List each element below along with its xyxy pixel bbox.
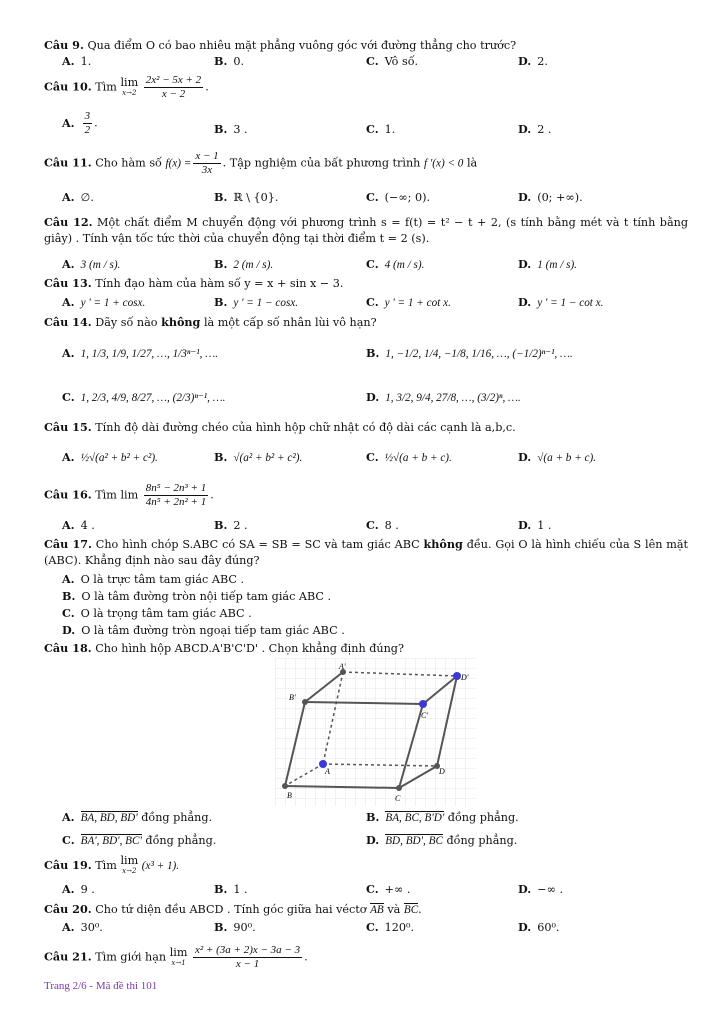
question-10: Câu 10. Tìm lim x→2 $\frac{\text{2x² − 5x + 2}}{x - 2}$ . — [44, 74, 209, 100]
q10-option-a: A. $\frac{3}{2}$ . — [62, 110, 98, 136]
question-17: Câu 17. Cho hình chóp S.ABC có SA = SB = SC và tam giác ABC không đều. Gọi O là hình chiếu của S lên mặt (ABC). Khẳng định nào sau đây đúng? — [44, 537, 689, 567]
q17-option-c: C. O là trọng tâm tam giác ABC . — [62, 606, 252, 620]
q16-option-c: C. 8 . — [366, 518, 399, 532]
q18-option-a: A. BA, BD, BD' đồng phẳng. — [62, 810, 213, 824]
q14-option-c: C. 1, 2/3, 4/9, 8/27, …, (2/3)ⁿ⁻¹, …. — [62, 390, 226, 404]
q9-option-c: C. Vô số. — [366, 54, 419, 68]
q18-option-c: C. BA', BD', BC' đồng phẳng. — [62, 833, 217, 847]
q13-option-a: A. y ' = 1 + cosx. — [62, 295, 146, 309]
q20-option-a: A. 30⁰. — [62, 920, 103, 934]
q15-option-c: C. ½√(a + b + c). — [366, 450, 452, 464]
point-C1 — [419, 700, 427, 708]
q15-option-d: D. √(a + b + c). — [518, 450, 597, 464]
q9-option-b: B. 0. — [214, 54, 245, 68]
limit: lim x→2 — [120, 75, 139, 97]
q16-option-a: A. 4 . — [62, 518, 95, 532]
q11-option-a: A. ∅. — [62, 190, 94, 204]
page-footer: Trang 2/6 - Mã đề thi 101 — [44, 980, 158, 992]
question-9 — [44, 38, 516, 53]
q12-option-c: C. 4 (m / s). — [366, 257, 425, 271]
label-B1: B' — [289, 693, 296, 702]
question-12: Câu 12. Một chất điểm M chuyển động với phương trình s = f(t) = t² − t + 2, (s tính bằng mét và t tính bằng giây) . Tính vận tốc tức thời của chuyển động tại thời điểm t = 2 (s). — [44, 215, 688, 245]
q12-option-d: D. 1 (m / s). — [518, 257, 577, 271]
q20-option-d: D. 60⁰. — [518, 920, 560, 934]
q13-option-d: D. y ' = 1 − cot x. — [518, 295, 604, 309]
question-14: Câu 14. Dãy số nào không là một cấp số nhân lùi vô hạn? — [44, 315, 377, 329]
question-21: Câu 21. Tìm giới hạn lim x→1 $\frac{\text{x² + (3a + 2)x − 3a − 3}}{x - 1}$ . — [44, 944, 308, 970]
q15-option-b: B. √(a² + b² + c²). — [214, 450, 303, 464]
q14-option-d: D. 1, 3/2, 9/4, 27/8, …, (3/2)ⁿ, …. — [366, 390, 521, 404]
q14-option-a: A. 1, 1/3, 1/9, 1/27, …, 1/3ⁿ⁻¹, …. — [62, 346, 218, 360]
q11-option-d: D. (0; +∞). — [518, 190, 583, 204]
q20-option-c: C. 120⁰. — [366, 920, 415, 934]
point-B — [282, 783, 288, 789]
question-20: Câu 20. Cho tứ diện đều ABCD . Tính góc giữa hai véctơ AB và BC. — [44, 902, 422, 916]
label-A1: A' — [339, 662, 346, 671]
point-D1 — [453, 672, 461, 680]
point-B1 — [302, 699, 308, 705]
label-C1: C' — [421, 711, 429, 720]
q11-option-c: C. (−∞; 0). — [366, 190, 431, 204]
q11-option-b: B. ℝ \ {0}. — [214, 190, 279, 204]
q19-option-c: C. +∞ . — [366, 882, 411, 896]
q9-option-a: A. 1. — [62, 54, 92, 68]
q19-option-d: D. −∞ . — [518, 882, 564, 896]
q19-option-a: A. 9 . — [62, 882, 95, 896]
label-B: B — [287, 791, 292, 800]
q17-option-b: B. O là tâm đường tròn nội tiếp tam giác ABC . — [62, 589, 332, 603]
q18-option-d: D. BD, BD', BC đồng phẳng. — [366, 833, 518, 847]
question-13: Câu 13. Tính đạo hàm của hàm số y = x + sin x − 3. — [44, 276, 344, 290]
question-16: Câu 16. Tìm lim $\frac{\text{8n⁵ − 2n³ + 1}}{\text{4n⁵ + 2n² + 1}}$ . — [44, 482, 214, 508]
label-D1: D' — [461, 673, 469, 682]
q14-option-b: B. 1, −1/2, 1/4, −1/8, 1/16, …, (−1/2)ⁿ⁻¹, …. — [366, 346, 573, 360]
question-19: Câu 19. Tìm lim x→2 (x³ + 1). — [44, 854, 180, 875]
q15-option-a: A. ½√(a² + b² + c²). — [62, 450, 158, 464]
q12-option-b: B. 2 (m / s). — [214, 257, 274, 271]
question-text: Qua điểm O có bao nhiêu mặt phẳng vuông góc với đường thẳng cho trước? — [87, 39, 517, 52]
q20-option-b: B. 90⁰. — [214, 920, 256, 934]
q17-option-d: D. O là tâm đường tròn ngoại tiếp tam giác ABC . — [62, 623, 345, 637]
q10-option-c: C. 1. — [366, 122, 396, 136]
q12-option-a: A. 3 (m / s). — [62, 257, 121, 271]
label-A: A — [325, 767, 330, 776]
q9-option-d: D. 2. — [518, 54, 548, 68]
q13-option-c: C. y ' = 1 + cot x. — [366, 295, 451, 309]
parallelepiped-figure — [275, 658, 475, 806]
q18-option-b: B. BA, BC, B'D' đồng phẳng. — [366, 810, 519, 824]
q16-option-b: B. 2 . — [214, 518, 248, 532]
q10-option-d: D. 2 . — [518, 122, 552, 136]
q16-option-d: D. 1 . — [518, 518, 552, 532]
label-D: D — [439, 767, 445, 776]
label-C: C — [395, 794, 401, 803]
question-label: Câu 9. — [44, 38, 84, 52]
point-C — [396, 785, 402, 791]
q19-option-b: B. 1 . — [214, 882, 248, 896]
question-15: Câu 15. Tính độ dài đường chéo của hình hộp chữ nhật có độ dài các cạnh là a,b,c. — [44, 420, 516, 434]
question-11: Câu 11. Cho hàm số f(x) = $\frac{x - 1}{3x}$ . Tập nghiệm của bất phương trình f '(x) < 0 là — [44, 150, 478, 176]
q17-option-a: A. O là trực tâm tam giác ABC . — [62, 572, 245, 586]
fraction: $\frac{\text{2x² − 5x + 2}}{x - 2}$ — [145, 74, 202, 100]
q10-option-b: B. 3 . — [214, 122, 248, 136]
question-18: Câu 18. Cho hình hộp ABCD.A'B'C'D' . Chọn khẳng định đúng? — [44, 641, 404, 655]
q13-option-b: B. y ' = 1 − cosx. — [214, 295, 299, 309]
